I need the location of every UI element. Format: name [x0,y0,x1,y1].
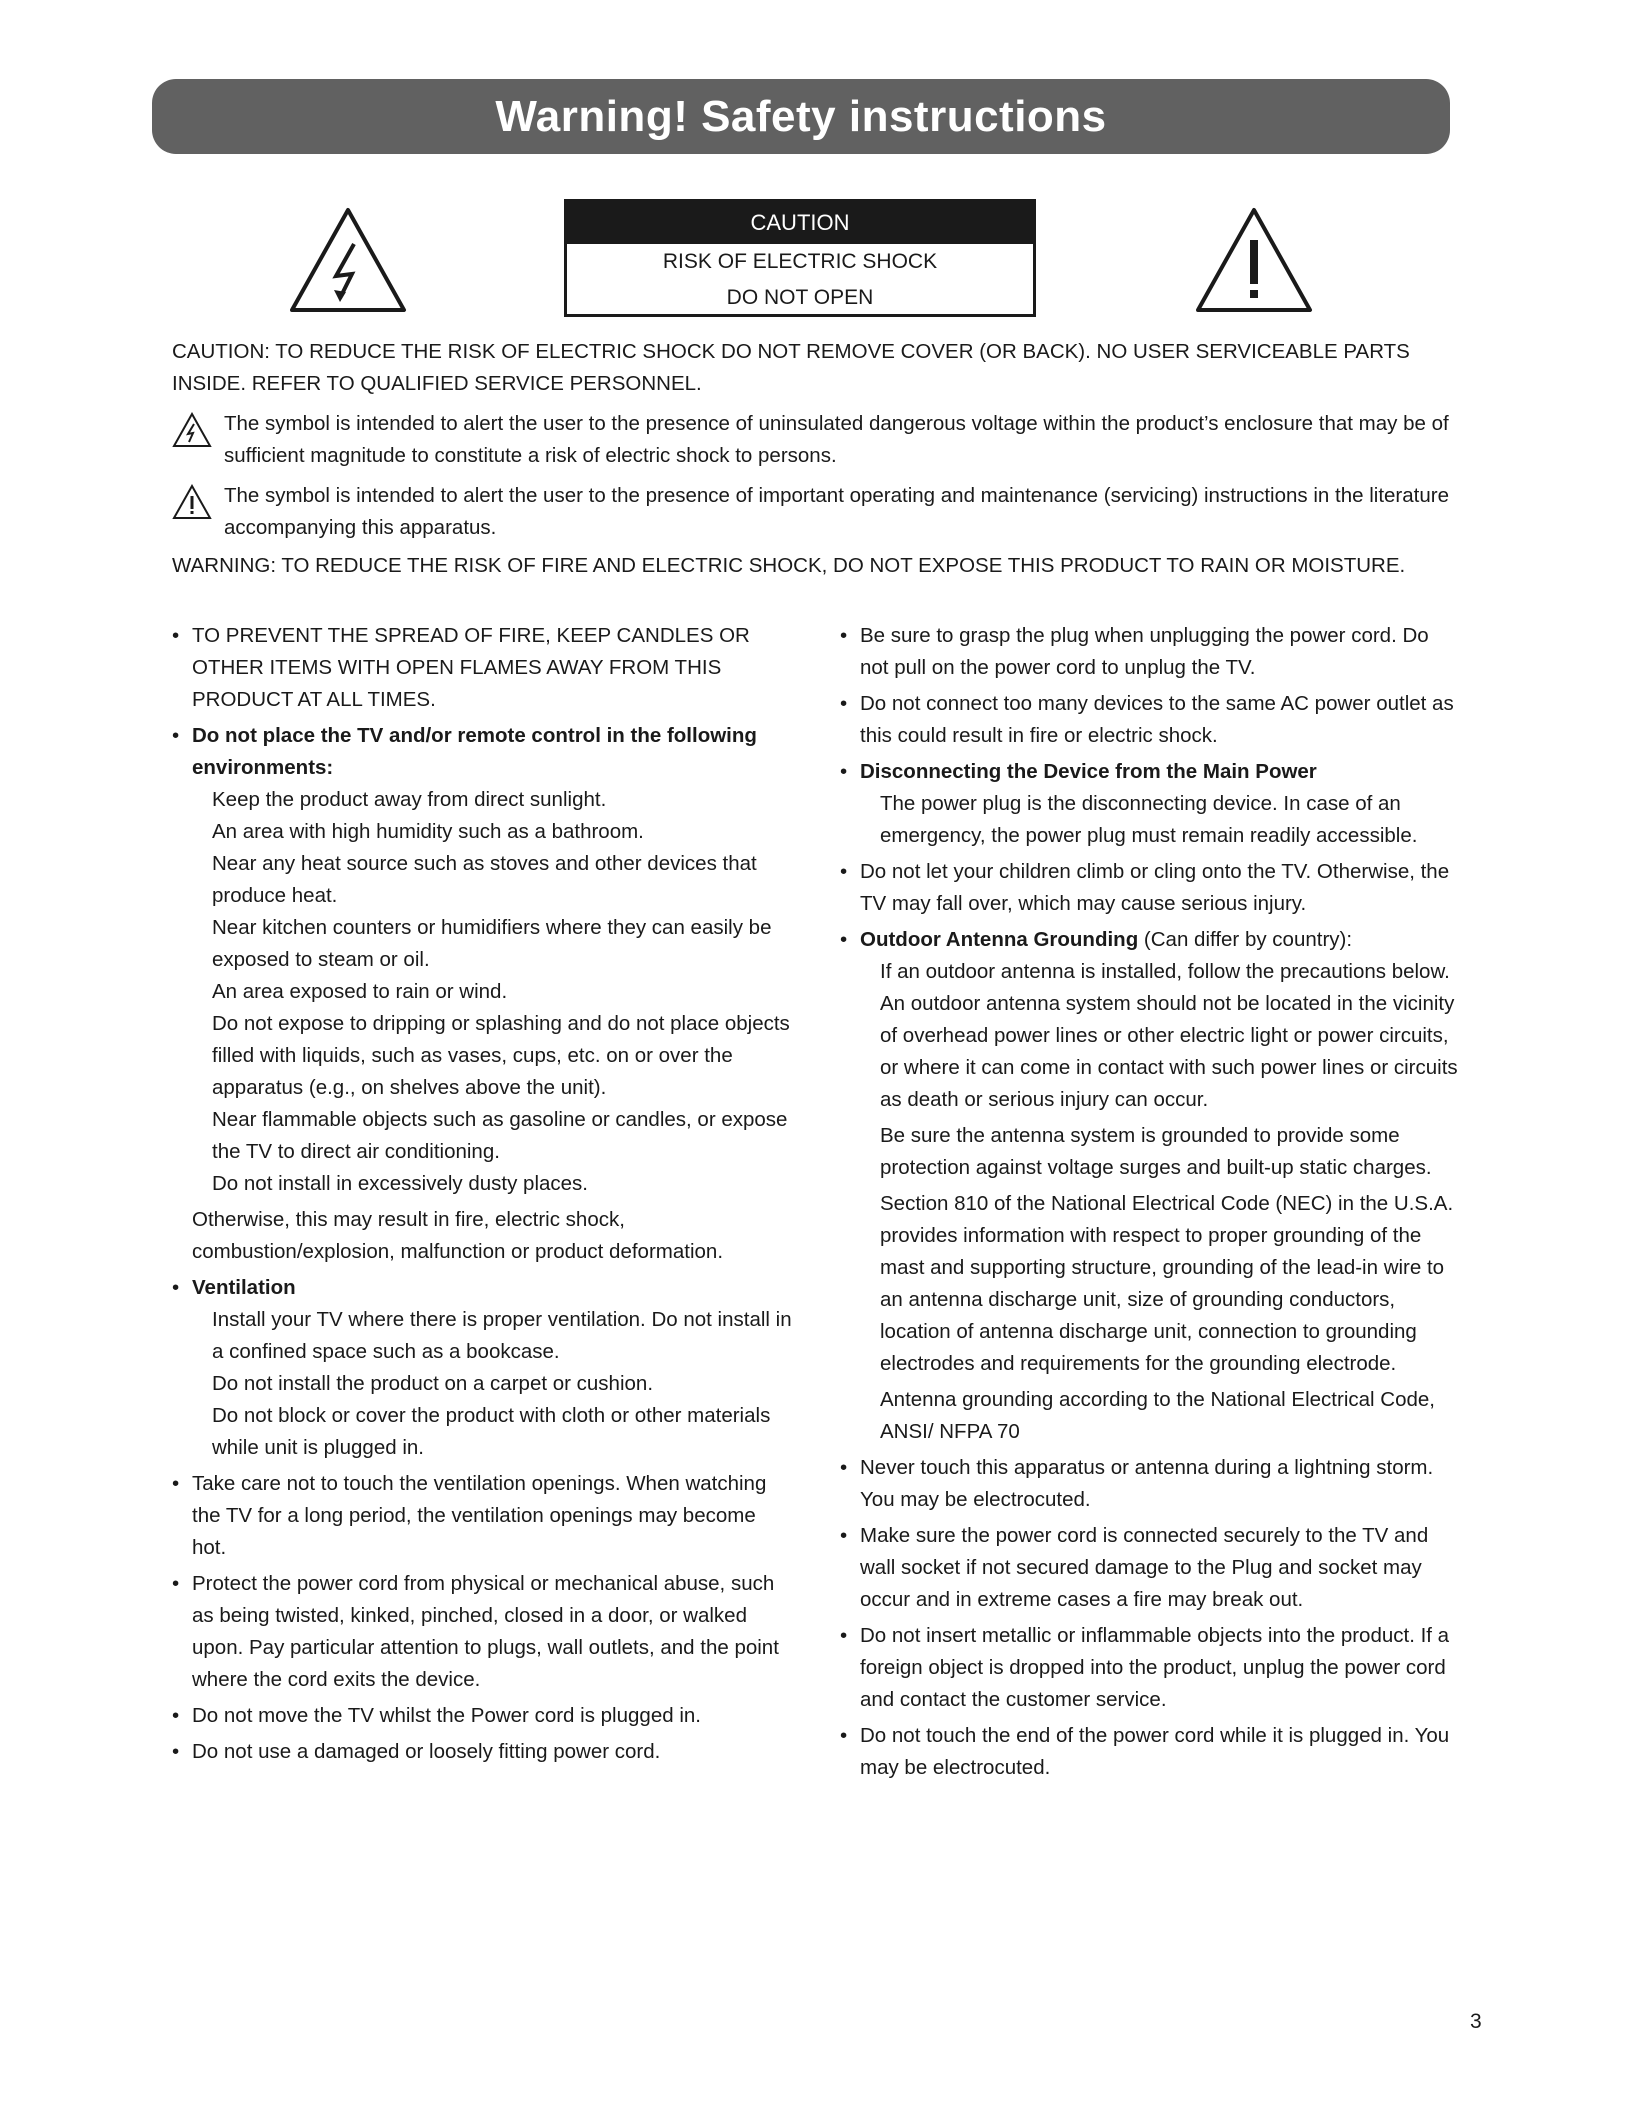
antenna-paragraph: Antenna grounding according to the National Electrical Code, ANSI/ NFPA 70 [880,1388,1435,1443]
electric-shock-warning-icon [288,206,408,314]
env-item: Near flammable objects such as gasoline or candles, or expose the TV to direct air conditioning. [212,1108,788,1163]
list-item [840,620,1458,684]
list-item [172,1736,792,1768]
list-item [840,1720,1458,1784]
bullet-text: Do not let your children climb or cling onto the TV. Otherwise, the TV may fall over, which may cause serious injury. [860,860,1450,915]
small-exclamation-icon [172,484,212,520]
antenna-paragraph: Section 810 of the National Electrical Code (NEC) in the U.S.A. provides information with respect to proper grounding of the mast and supporting structure, grounding of the lead-in wire to an antenna discharge unit, size of grounding conductors, location of antenna discharge unit, connection to grounding electrodes and requirements for the grounding electrode. [880,1192,1454,1375]
exclamation-symbol-note [172,480,1452,544]
env-item: Do not install in excessively dusty places. [212,1172,589,1195]
disconnect-text: The power plug is the disconnecting device. In case of an emergency, the power plug must remain readily accessible. [880,792,1418,847]
env-item: An area exposed to rain or wind. [212,980,508,1003]
bullet-text: Take care not to touch the ventilation openings. When watching the TV for a long period, the ventilation openings may become hot. [192,1472,767,1559]
env-item: An area with high humidity such as a bathroom. [212,820,644,843]
vent-item: Do not block or cover the product with cloth or other materials while unit is plugged in. [212,1404,771,1459]
environments-otherwise: Otherwise, this may result in fire, electric shock, combustion/explosion, malfunction or product deformation. [192,1208,724,1263]
env-item: Do not expose to dripping or splashing and do not place objects filled with liquids, such as vases, cups, etc. on or over the apparatus (e.g., on shelves above the unit). [212,1012,790,1099]
small-lightning-icon [172,412,212,448]
bullet-text: Never touch this apparatus or antenna during a lightning storm. You may be electrocuted. [860,1456,1434,1511]
ventilation-heading: • Ventilation [192,1276,296,1299]
env-item: Near any heat source such as stoves and other devices that produce heat. [212,852,757,907]
bullet-text: Do not insert metallic or inflammable objects into the product. If a foreign object is dropped into the product, unplug the power cord and contact the customer service. [860,1624,1450,1711]
list-item [840,756,1458,852]
bullet-text: Do not connect too many devices to the same AC power outlet as this could result in fire or electric shock. [860,692,1454,747]
antenna-heading-suffix: (Can differ by country): [1138,928,1353,951]
list-item [840,1452,1458,1516]
env-item: Keep the product away from direct sunlight. [212,788,607,811]
bullet-text: Make sure the power cord is connected securely to the TV and wall socket if not secured damage to the Plug and socket may occur and in extreme cases a fire may break out. [860,1524,1429,1611]
vent-item: Install your TV where there is proper ventilation. Do not install in a confined space such as a bookcase. [212,1308,792,1363]
list-item [172,1272,792,1464]
caution-text: CAUTION: TO REDUCE THE RISK OF ELECTRIC SHOCK DO NOT REMOVE COVER (OR BACK). NO USER SERVICEABLE PARTS INSIDE. REFER TO QUALIFIED SERVICE PERSONNEL. [172,340,1410,395]
bullet-text: Be sure to grasp the plug when unplugging the power cord. Do not pull on the power cord to unplug the TV. [860,624,1429,679]
list-item [172,1468,792,1564]
lightning-symbol-text: The symbol is intended to alert the user to the presence of uninsulated dangerous voltage within the product’s enclosure that may be of sufficient magnitude to constitute a risk of electric shock to persons. [224,412,1449,467]
list-item [840,688,1458,752]
disconnect-heading: • Disconnecting the Device from the Main Power [860,760,1317,783]
env-item: Near kitchen counters or humidifiers where they can easily be exposed to steam or oil. [212,916,772,971]
fire-warning: TO PREVENT THE SPREAD OF FIRE, KEEP CANDLES OR OTHER ITEMS WITH OPEN FLAMES AWAY FROM THIS PRODUCT AT ALL TIMES. [192,624,750,711]
bullet-text: Protect the power cord from physical or mechanical abuse, such as being twisted, kinked, pinched, closed in a door, or walked upon. Pay particular attention to plugs, wall outlets, and the point where the cord exits the device. [192,1572,779,1691]
environments-heading: • Do not place the TV and/or remote control in the following environments: [192,724,757,779]
list-item [172,620,792,716]
antenna-paragraph: An outdoor antenna system should not be located in the vicinity of overhead power lines or other electric light or power circuits, or where it can come in contact with such power lines or circuits as death or serious injury can occur. [880,992,1458,1111]
list-item [840,1520,1458,1616]
list-item [840,1620,1458,1716]
exclamation-warning-icon [1194,206,1314,314]
antenna-paragraph: Be sure the antenna system is grounded to provide some protection against voltage surges and built-up static charges. [880,1124,1432,1179]
list-item [172,720,792,1268]
list-item [840,924,1458,1448]
title-banner [152,79,1450,154]
antenna-heading: Outdoor Antenna Grounding [860,928,1139,951]
antenna-paragraph: If an outdoor antenna is installed, follow the precautions below. [880,960,1450,983]
exclamation-symbol-text: The symbol is intended to alert the user to the presence of important operating and maintenance (servicing) instructions in the literature accompanying this apparatus. [224,484,1449,539]
caution-box-line-2: DO NOT OPEN [726,286,874,309]
caution-box-line-1: RISK OF ELECTRIC SHOCK [662,250,938,273]
bullet-text: Do not touch the end of the power cord while it is plugged in. You may be electrocuted. [860,1724,1450,1779]
list-item [172,1700,792,1732]
vent-item: Do not install the product on a carpet or cushion. [212,1372,654,1395]
page-title: Warning! Safety instructions [495,91,1107,141]
caution-box [564,199,1036,317]
caution-box-header: CAUTION [567,202,1033,244]
page-number: 3 [1470,2010,1482,2033]
lightning-symbol-note [172,408,1452,472]
bullet-text: Do not use a damaged or loosely fitting power cord. [192,1740,661,1763]
right-column [840,620,1458,1788]
bullet-text: Do not move the TV whilst the Power cord is plugged in. [192,1704,701,1727]
list-item [840,856,1458,920]
left-column [172,620,792,1772]
warning-text: WARNING: TO REDUCE THE RISK OF FIRE AND ELECTRIC SHOCK, DO NOT EXPOSE THIS PRODUCT TO RAIN OR MOISTURE. [172,554,1406,577]
list-item [172,1568,792,1696]
